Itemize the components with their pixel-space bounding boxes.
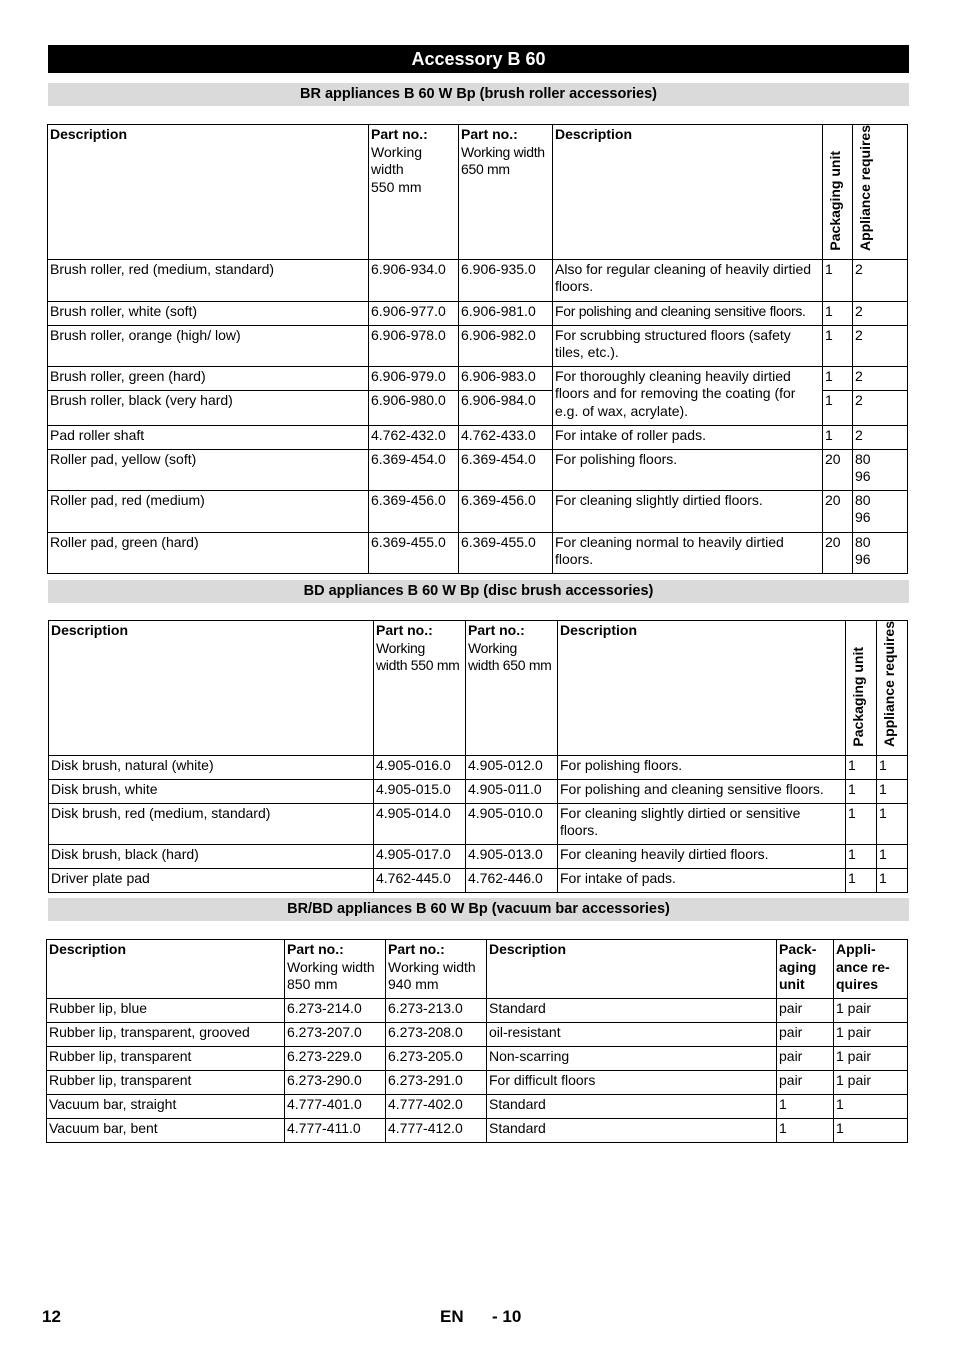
header-packaging-unit: Pack- aging unit — [777, 940, 834, 999]
row-name: Disk brush, white — [49, 779, 374, 803]
row-name: Brush roller, black (very hard) — [48, 390, 369, 425]
header-use-description: Description — [558, 621, 846, 756]
row-req: 80 96 — [853, 449, 908, 490]
row-part-940: 6.273-208.0 — [386, 1023, 487, 1047]
row-name: Disk brush, red (medium, standard) — [49, 803, 374, 844]
row-req: 2 — [853, 425, 908, 449]
row-desc: For cleaning slightly dirtied or sensitive floors. — [558, 803, 846, 844]
row-part-550: 6.369-455.0 — [369, 532, 459, 573]
row-part-940: 4.777-412.0 — [386, 1119, 487, 1143]
table-row — [48, 366, 908, 390]
row-desc: For difficult floors — [487, 1071, 777, 1095]
row-desc: Also for regular cleaning of heavily dirtied floors. — [553, 259, 823, 301]
row-req: 1 — [834, 1095, 908, 1119]
row-req: 1 pair — [834, 999, 908, 1023]
row-name: Rubber lip, transparent — [47, 1047, 285, 1071]
brush-roller-table — [47, 124, 908, 574]
header-appliance-requires: Appliance requires — [877, 621, 908, 756]
row-name: Vacuum bar, bent — [47, 1119, 285, 1143]
table-row — [47, 1023, 908, 1047]
row-unit: pair — [777, 1047, 834, 1071]
row-part-850: 4.777-401.0 — [285, 1095, 386, 1119]
table-row — [49, 844, 908, 868]
header-appliance-requires: Appliance requires — [853, 125, 908, 260]
row-desc: For intake of roller pads. — [553, 425, 823, 449]
table-row — [48, 490, 908, 532]
row-name: Brush roller, red (medium, standard) — [48, 259, 369, 301]
row-req: 1 — [877, 868, 908, 892]
row-part-850: 4.777-411.0 — [285, 1119, 386, 1143]
row-part-940: 6.273-291.0 — [386, 1071, 487, 1095]
row-desc: For polishing and cleaning sensitive floors. — [558, 779, 846, 803]
row-name: Rubber lip, transparent, grooved — [47, 1023, 285, 1047]
row-part-550: 4.762-432.0 — [369, 425, 459, 449]
header-description: Description — [49, 621, 374, 756]
row-req: 1 pair — [834, 1047, 908, 1071]
row-part-550: 6.906-978.0 — [369, 325, 459, 366]
table-row — [49, 755, 908, 779]
row-desc: Non-scarring — [487, 1047, 777, 1071]
header-part-no-550: Part no.: Working width 550 mm — [369, 125, 459, 260]
row-name: Brush roller, white (soft) — [48, 301, 369, 325]
row-part-550: 4.905-014.0 — [374, 803, 466, 844]
table-row — [48, 449, 908, 490]
header-part-no-940: Part no.: Working width 940 mm — [386, 940, 487, 999]
row-part-940: 6.273-213.0 — [386, 999, 487, 1023]
row-unit: pair — [777, 999, 834, 1023]
table-row — [48, 301, 908, 325]
header-part-no-850: Part no.: Working width 850 mm — [285, 940, 386, 999]
row-desc: For polishing and cleaning sensitive floors. — [553, 301, 823, 325]
row-part-550: 6.906-979.0 — [369, 366, 459, 390]
row-unit: 1 — [823, 366, 853, 390]
row-req: 1 — [877, 844, 908, 868]
row-part-550: 4.762-445.0 — [374, 868, 466, 892]
row-req: 1 — [834, 1119, 908, 1143]
row-name: Roller pad, green (hard) — [48, 532, 369, 573]
table-header-row — [47, 940, 908, 999]
row-desc: For cleaning normal to heavily dirtied floors. — [553, 532, 823, 573]
row-unit: 1 — [823, 325, 853, 366]
table-header-row — [48, 125, 908, 260]
table-row — [49, 868, 908, 892]
row-name: Disk brush, black (hard) — [49, 844, 374, 868]
row-unit: 1 — [846, 803, 877, 844]
row-unit: 1 — [846, 755, 877, 779]
row-name: Rubber lip, transparent — [47, 1071, 285, 1095]
section-title-disc-brush: BD appliances B 60 W Bp (disc brush accessories) — [48, 580, 909, 603]
row-desc: Standard — [487, 1095, 777, 1119]
row-unit: 1 — [823, 390, 853, 425]
row-part-940: 4.777-402.0 — [386, 1095, 487, 1119]
section-title-vacuum-bar: BR/BD appliances B 60 W Bp (vacuum bar accessories) — [48, 898, 909, 921]
row-name: Vacuum bar, straight — [47, 1095, 285, 1119]
page-title: Accessory B 60 — [48, 45, 909, 73]
sub-page-number: - 10 — [492, 1307, 522, 1326]
table-row — [48, 425, 908, 449]
row-part-650: 4.905-012.0 — [466, 755, 558, 779]
header-packaging-unit: Packaging unit — [846, 621, 877, 756]
row-unit: pair — [777, 1023, 834, 1047]
row-part-650: 6.369-455.0 — [459, 532, 553, 573]
row-part-650: 6.906-935.0 — [459, 259, 553, 301]
table-row — [47, 1119, 908, 1143]
row-part-550: 4.905-015.0 — [374, 779, 466, 803]
table-row — [47, 1095, 908, 1119]
language-code: EN — [440, 1307, 464, 1326]
row-req: 2 — [853, 301, 908, 325]
table-row — [49, 803, 908, 844]
row-name: Pad roller shaft — [48, 425, 369, 449]
row-part-850: 6.273-214.0 — [285, 999, 386, 1023]
row-part-550: 6.369-456.0 — [369, 490, 459, 532]
row-part-850: 6.273-207.0 — [285, 1023, 386, 1047]
page-number: 12 — [42, 1307, 61, 1326]
row-unit: 1 — [846, 868, 877, 892]
row-part-650: 4.762-433.0 — [459, 425, 553, 449]
row-desc: For thoroughly cleaning heavily dirtied floors and for removing the coating (for e.g. of wax, acrylate). — [553, 366, 823, 425]
disc-brush-table — [48, 620, 908, 893]
row-req: 2 — [853, 390, 908, 425]
row-part-550: 6.906-977.0 — [369, 301, 459, 325]
row-unit: 1 — [823, 259, 853, 301]
row-desc: For scrubbing structured floors (safety tiles, etc.). — [553, 325, 823, 366]
row-desc: For cleaning heavily dirtied floors. — [558, 844, 846, 868]
table-row — [47, 1047, 908, 1071]
header-use-description: Description — [553, 125, 823, 260]
vacuum-bar-table — [46, 939, 908, 1143]
row-unit: pair — [777, 1071, 834, 1095]
header-part-no-650: Part no.: Working width 650 mm — [459, 125, 553, 260]
row-part-550: 4.905-017.0 — [374, 844, 466, 868]
row-unit: 20 — [823, 532, 853, 573]
row-unit: 1 — [846, 779, 877, 803]
row-req: 2 — [853, 259, 908, 301]
row-part-650: 6.906-981.0 — [459, 301, 553, 325]
row-desc: Standard — [487, 999, 777, 1023]
row-name: Brush roller, orange (high/ low) — [48, 325, 369, 366]
row-unit: 1 — [777, 1119, 834, 1143]
table-row — [48, 325, 908, 366]
row-part-550: 6.906-980.0 — [369, 390, 459, 425]
row-desc: For polishing floors. — [553, 449, 823, 490]
row-name: Disk brush, natural (white) — [49, 755, 374, 779]
header-description: Description — [48, 125, 369, 260]
row-part-850: 6.273-290.0 — [285, 1071, 386, 1095]
row-part-650: 6.906-984.0 — [459, 390, 553, 425]
row-name: Roller pad, red (medium) — [48, 490, 369, 532]
row-part-650: 6.369-456.0 — [459, 490, 553, 532]
row-desc: Standard — [487, 1119, 777, 1143]
row-unit: 20 — [823, 449, 853, 490]
row-name: Rubber lip, blue — [47, 999, 285, 1023]
section-title-brush-roller: BR appliances B 60 W Bp (brush roller accessories) — [48, 83, 909, 106]
row-desc: For intake of pads. — [558, 868, 846, 892]
row-req: 1 — [877, 803, 908, 844]
row-unit: 1 — [777, 1095, 834, 1119]
row-part-650: 4.905-013.0 — [466, 844, 558, 868]
row-desc: For cleaning slightly dirtied floors. — [553, 490, 823, 532]
row-req: 80 96 — [853, 532, 908, 573]
row-req: 1 pair — [834, 1071, 908, 1095]
row-part-650: 4.905-011.0 — [466, 779, 558, 803]
row-unit: 1 — [823, 301, 853, 325]
row-req: 2 — [853, 366, 908, 390]
row-part-650: 6.369-454.0 — [459, 449, 553, 490]
header-part-no-550: Part no.: Working width 550 mm — [374, 621, 466, 756]
table-row — [47, 999, 908, 1023]
row-part-940: 6.273-205.0 — [386, 1047, 487, 1071]
row-name: Driver plate pad — [49, 868, 374, 892]
row-req: 80 96 — [853, 490, 908, 532]
row-part-650: 6.906-982.0 — [459, 325, 553, 366]
header-part-no-650: Part no.: Working width 650 mm — [466, 621, 558, 756]
table-row — [48, 532, 908, 573]
row-name: Roller pad, yellow (soft) — [48, 449, 369, 490]
row-req: 1 — [877, 779, 908, 803]
row-req: 1 pair — [834, 1023, 908, 1047]
row-part-650: 4.762-446.0 — [466, 868, 558, 892]
row-unit: 1 — [846, 844, 877, 868]
row-desc: oil-resistant — [487, 1023, 777, 1047]
table-row — [47, 1071, 908, 1095]
header-packaging-unit: Packaging unit — [823, 125, 853, 260]
row-part-850: 6.273-229.0 — [285, 1047, 386, 1071]
row-name: Brush roller, green (hard) — [48, 366, 369, 390]
row-desc: For polishing floors. — [558, 755, 846, 779]
table-row — [48, 259, 908, 301]
row-part-550: 4.905-016.0 — [374, 755, 466, 779]
table-header-row — [49, 621, 908, 756]
row-unit: 1 — [823, 425, 853, 449]
row-req: 2 — [853, 325, 908, 366]
header-use-description: Description — [487, 940, 777, 999]
row-part-550: 6.906-934.0 — [369, 259, 459, 301]
header-description: Description — [47, 940, 285, 999]
row-req: 1 — [877, 755, 908, 779]
row-unit: 20 — [823, 490, 853, 532]
header-appliance-requires: Appli- ance re- quires — [834, 940, 908, 999]
row-part-650: 4.905-010.0 — [466, 803, 558, 844]
row-part-550: 6.369-454.0 — [369, 449, 459, 490]
row-part-650: 6.906-983.0 — [459, 366, 553, 390]
table-row — [49, 779, 908, 803]
